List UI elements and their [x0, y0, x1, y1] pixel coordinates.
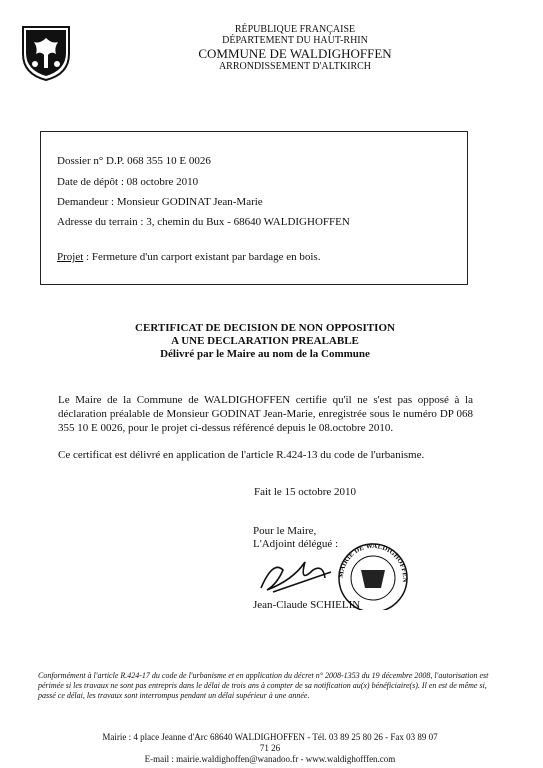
legal-basis-paragraph: Ce certificat est délivré en application de l'article R.424-13 du code de l'urbanisme.: [58, 449, 425, 461]
header-commune: COMMUNE DE WALDIGHOFFEN: [198, 46, 392, 61]
letterhead: [150, 24, 440, 72]
projet-text: : Fermeture d'un carport existant par bardage en bois.: [83, 251, 321, 263]
certificate-title: [60, 322, 470, 361]
title-line-3: Délivré par le Maire au nom de la Commune: [160, 348, 370, 360]
certification-paragraph: Le Maire de la Commune de WALDIGHOFFEN certifie qu'il ne s'est pas opposé à la déclaration préalable de Monsieur GODINAT Jean-Marie, enregistrée sous le numéro DP 068 355 10 E 0026, pour le projet ci-dessus référencé depuis le 08.octobre 2010.: [58, 394, 473, 434]
legal-notice: Conformément à l'article R.424-17 du code de l'urbanisme et en application du décret n° 2008-1353 du 19 décembre 2008, l'autorisation est périmée si les travaux ne sont pas entrepris dans le délai de trois ans à compter de sa notification au(x) bénéficiaire(s). Il en est de même si, passé ce délai, les travaux sont interrompus pendant un délai supérieur à une année.: [38, 671, 489, 700]
case-details-box: [40, 131, 468, 285]
projet: [57, 251, 320, 263]
date-depot: Date de dépôt : 08 octobre 2010: [57, 176, 199, 188]
footer-email-web: E-mail : mairie.waldighoffen@wanadoo.fr - www.waldighofffen.com: [144, 754, 396, 764]
footer-contact: [100, 732, 440, 765]
handwritten-signature: [261, 562, 331, 592]
projet-label: Projet: [57, 251, 84, 263]
title-line-2: A UNE DECLARATION PREALABLE: [171, 335, 359, 347]
header-departement: DÉPARTEMENT DU HAUT-RHIN: [222, 35, 368, 46]
date-signed: Fait le 15 octobre 2010: [254, 486, 357, 498]
dossier-number: Dossier n° D.P. 068 355 10 E 0026: [57, 155, 211, 167]
adjoint-delegue: L'Adjoint délégué :: [253, 538, 339, 550]
title-line-1: CERTIFICAT DE DECISION DE NON OPPOSITION: [135, 322, 395, 334]
stamp-text: MAIRIE DE WALDIGHOFFEN: [336, 541, 410, 583]
signer-name: Jean-Claude SCHIELIN: [253, 599, 361, 611]
heraldic-shield-icon: [20, 24, 72, 82]
adresse-terrain: Adresse du terrain : 3, chemin du Bux - 68640 WALDIGHOFFEN: [57, 216, 350, 228]
demandeur: Demandeur : Monsieur GODINAT Jean-Marie: [57, 196, 263, 208]
pour-le-maire: Pour le Maire,: [253, 525, 317, 537]
header-republique: RÉPUBLIQUE FRANÇAISE: [234, 24, 356, 35]
header-arrondissement: ARRONDISSEMENT D'ALTKIRCH: [218, 61, 372, 72]
footer-address: Mairie : 4 place Jeanne d'Arc 68640 WALDIGHOFFEN - Tél. 03 89 25 80 26 - Fax 03 89 07 71 26: [102, 732, 438, 753]
